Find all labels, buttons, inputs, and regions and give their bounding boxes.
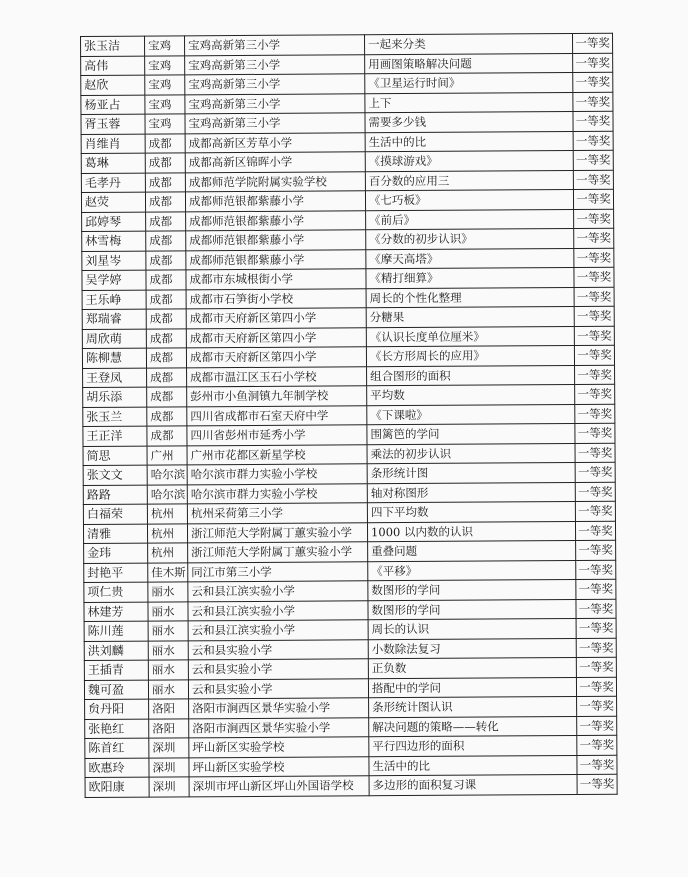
city-cell: 洛阳 xyxy=(149,718,189,738)
lesson-topic-cell: 《精打细算》 xyxy=(366,267,574,288)
teacher-name-cell: 欧惠玲 xyxy=(85,758,149,778)
school-cell: 云和县实验小学 xyxy=(188,659,368,680)
teacher-name-cell: 刘星岑 xyxy=(82,251,146,271)
teacher-name-cell: 胡乐添 xyxy=(83,387,147,407)
teacher-name-cell: 魏可盈 xyxy=(84,680,148,700)
award-level-cell: 一等奖 xyxy=(577,735,617,755)
teacher-name-cell: 清雅 xyxy=(83,524,147,544)
teacher-name-cell: 金玮 xyxy=(84,543,148,563)
teacher-name-cell: 葛琳 xyxy=(81,153,145,173)
teacher-name-cell: 洪刘麟 xyxy=(84,641,148,661)
school-cell: 成都师范学院附属实验学校 xyxy=(185,171,365,192)
award-level-cell: 一等奖 xyxy=(577,755,617,775)
city-cell: 丽水 xyxy=(148,679,188,699)
city-cell: 成都 xyxy=(145,192,185,212)
award-list-body xyxy=(81,33,618,797)
award-level-cell: 一等奖 xyxy=(573,189,613,209)
city-cell: 成都 xyxy=(147,387,187,407)
teacher-name-cell: 贠丹阳 xyxy=(85,699,149,719)
award-level-cell: 一等奖 xyxy=(577,716,617,736)
teacher-name-cell: 林雪梅 xyxy=(82,231,146,251)
lesson-topic-cell: 《平移》 xyxy=(368,560,576,581)
award-level-cell: 一等奖 xyxy=(575,521,615,541)
lesson-topic-cell: 生活中的比 xyxy=(369,755,577,776)
teacher-name-cell: 郑瑞睿 xyxy=(82,309,146,329)
city-cell: 杭州 xyxy=(147,523,187,543)
award-level-cell: 一等奖 xyxy=(575,482,615,502)
school-cell: 洛阳市涧西区景华实验小学 xyxy=(189,698,369,719)
school-cell: 四川省彭州市延秀小学 xyxy=(187,425,367,446)
award-level-cell: 一等奖 xyxy=(574,267,614,287)
teacher-name-cell: 张文文 xyxy=(83,465,147,485)
award-level-cell: 一等奖 xyxy=(575,404,615,424)
teacher-name-cell: 王登凤 xyxy=(83,368,147,388)
teacher-name-cell: 路路 xyxy=(83,485,147,505)
lesson-topic-cell: 《七巧板》 xyxy=(365,189,573,210)
teacher-name-cell: 白福荣 xyxy=(83,504,147,524)
award-level-cell: 一等奖 xyxy=(573,150,613,170)
city-cell: 成都 xyxy=(146,289,186,309)
lesson-topic-cell: 《认识长度单位厘米》 xyxy=(366,326,574,347)
lesson-topic-cell: 周长的个性化整理 xyxy=(366,287,574,308)
award-level-cell: 一等奖 xyxy=(574,287,614,307)
teacher-name-cell: 林建芳 xyxy=(84,602,148,622)
school-cell: 成都师范银都紫藤小学 xyxy=(185,191,365,212)
lesson-topic-cell: 用画图策略解决问题 xyxy=(365,53,573,74)
teacher-name-cell: 张艳红 xyxy=(85,719,149,739)
teacher-name-cell: 周欣萌 xyxy=(82,329,146,349)
city-cell: 洛阳 xyxy=(149,699,189,719)
school-cell: 成都市天府新区第四小学 xyxy=(186,347,366,368)
school-cell: 宝鸡高新第三小学 xyxy=(185,93,365,114)
lesson-topic-cell: 平均数 xyxy=(367,384,575,405)
lesson-topic-cell: 平行四边形的面积 xyxy=(369,735,577,756)
city-cell: 宝鸡 xyxy=(145,36,185,56)
city-cell: 哈尔滨 xyxy=(147,465,187,485)
city-cell: 杭州 xyxy=(148,543,188,563)
school-cell: 成都高新区芳草小学 xyxy=(185,132,365,153)
city-cell: 宝鸡 xyxy=(145,94,185,114)
lesson-topic-cell: 百分数的应用三 xyxy=(365,170,573,191)
school-cell: 深圳市坪山新区坪山外国语学校 xyxy=(189,776,369,797)
school-cell: 洛阳市涧西区景华实验小学 xyxy=(189,717,369,738)
lesson-topic-cell: 围篱笆的学问 xyxy=(367,423,575,444)
teacher-name-cell: 封艳平 xyxy=(84,563,148,583)
teacher-name-cell: 王乐峥 xyxy=(82,290,146,310)
lesson-topic-cell: 多边形的面积复习课 xyxy=(369,774,577,795)
award-level-cell: 一等奖 xyxy=(574,248,614,268)
school-cell: 成都师范银都紫藤小学 xyxy=(186,230,366,251)
school-cell: 坪山新区实验学校 xyxy=(189,756,369,777)
city-cell: 杭州 xyxy=(147,504,187,524)
school-cell: 宝鸡高新第三小学 xyxy=(185,113,365,134)
award-level-cell: 一等奖 xyxy=(573,111,613,131)
city-cell: 成都 xyxy=(145,172,185,192)
city-cell: 宝鸡 xyxy=(145,55,185,75)
lesson-topic-cell: 组合图形的面积 xyxy=(367,365,575,386)
teacher-name-cell: 肖维肖 xyxy=(81,134,145,154)
school-cell: 杭州采荷第三小学 xyxy=(187,503,367,524)
school-cell: 浙江师范大学附属丁蕙实验小学 xyxy=(188,542,368,563)
city-cell: 丽水 xyxy=(148,601,188,621)
school-cell: 成都师范银都紫藤小学 xyxy=(186,210,366,231)
award-level-cell: 一等奖 xyxy=(577,696,617,716)
lesson-topic-cell: 《前后》 xyxy=(366,209,574,230)
table-row xyxy=(85,774,617,797)
award-level-cell: 一等奖 xyxy=(574,345,614,365)
award-level-cell: 一等奖 xyxy=(575,443,615,463)
lesson-topic-cell: 搭配中的学问 xyxy=(368,677,576,698)
award-level-cell: 一等奖 xyxy=(576,657,616,677)
city-cell: 成都 xyxy=(147,406,187,426)
school-cell: 四川省成都市石室天府中学 xyxy=(187,405,367,426)
lesson-topic-cell: 生活中的比 xyxy=(365,131,573,152)
lesson-topic-cell: 正负数 xyxy=(368,657,576,678)
lesson-topic-cell: 解决问题的策略——转化 xyxy=(369,716,577,737)
school-cell: 成都市天府新区第四小学 xyxy=(186,327,366,348)
lesson-topic-cell: 《下课啦》 xyxy=(367,404,575,425)
city-cell: 宝鸡 xyxy=(145,75,185,95)
city-cell: 广州 xyxy=(147,445,187,465)
award-level-cell: 一等奖 xyxy=(576,638,616,658)
school-cell: 云和县实验小学 xyxy=(188,678,368,699)
city-cell: 成都 xyxy=(146,250,186,270)
school-cell: 宝鸡高新第三小学 xyxy=(185,35,365,56)
award-level-cell: 一等奖 xyxy=(576,540,616,560)
award-level-cell: 一等奖 xyxy=(575,462,615,482)
school-cell: 彭州市小鱼洞镇九年制学校 xyxy=(187,386,367,407)
award-level-cell: 一等奖 xyxy=(575,501,615,521)
school-cell: 云和县江滨实验小学 xyxy=(188,581,368,602)
teacher-name-cell: 杨亚占 xyxy=(81,95,145,115)
lesson-topic-cell: 《摸球游戏》 xyxy=(365,150,573,171)
lesson-topic-cell: 重叠问题 xyxy=(368,540,576,561)
lesson-topic-cell: 分糖果 xyxy=(366,306,574,327)
teacher-name-cell: 赵欣 xyxy=(81,75,145,95)
lesson-topic-cell: 需要多少钱 xyxy=(365,111,573,132)
school-cell: 哈尔滨市群力实验小学校 xyxy=(187,483,367,504)
school-cell: 成都市东城根街小学 xyxy=(186,269,366,290)
lesson-topic-cell: 乘法的初步认识 xyxy=(367,443,575,464)
school-cell: 坪山新区实验学校 xyxy=(189,737,369,758)
city-cell: 深圳 xyxy=(149,738,189,758)
award-level-cell: 一等奖 xyxy=(576,618,616,638)
lesson-topic-cell: 《卫星运行时间》 xyxy=(365,72,573,93)
city-cell: 成都 xyxy=(146,348,186,368)
lesson-topic-cell: 数图形的学问 xyxy=(368,579,576,600)
teacher-name-cell: 张玉兰 xyxy=(83,407,147,427)
award-level-cell: 一等奖 xyxy=(573,72,613,92)
award-level-cell: 一等奖 xyxy=(573,92,613,112)
city-cell: 丽水 xyxy=(148,621,188,641)
award-level-cell: 一等奖 xyxy=(575,384,615,404)
lesson-topic-cell: 上下 xyxy=(365,92,573,113)
teacher-name-cell: 陈首红 xyxy=(85,738,149,758)
city-cell: 成都 xyxy=(145,133,185,153)
lesson-topic-cell: 《分数的初步认识》 xyxy=(366,228,574,249)
award-level-cell: 一等奖 xyxy=(574,306,614,326)
teacher-name-cell: 欧阳康 xyxy=(85,777,149,797)
teacher-name-cell: 项仁贵 xyxy=(84,582,148,602)
city-cell: 成都 xyxy=(146,309,186,329)
city-cell: 深圳 xyxy=(149,757,189,777)
city-cell: 丽水 xyxy=(148,640,188,660)
award-level-cell: 一等奖 xyxy=(573,170,613,190)
award-level-cell: 一等奖 xyxy=(575,365,615,385)
school-cell: 云和县江滨实验小学 xyxy=(188,620,368,641)
city-cell: 成都 xyxy=(146,231,186,251)
school-cell: 成都市石笋街小学校 xyxy=(186,288,366,309)
teacher-name-cell: 张玉洁 xyxy=(81,36,145,56)
lesson-topic-cell: 条形统计图 xyxy=(367,462,575,483)
award-level-cell: 一等奖 xyxy=(577,774,617,794)
award-level-cell: 一等奖 xyxy=(576,599,616,619)
lesson-topic-cell: 条形统计图认识 xyxy=(369,696,577,717)
school-cell: 宝鸡高新第三小学 xyxy=(185,54,365,75)
school-cell: 同江市第三小学 xyxy=(188,561,368,582)
award-level-cell: 一等奖 xyxy=(574,209,614,229)
lesson-topic-cell: 数图形的学问 xyxy=(368,599,576,620)
school-cell: 成都市天府新区第四小学 xyxy=(186,308,366,329)
teacher-name-cell: 陈川莲 xyxy=(84,621,148,641)
teacher-name-cell: 简思 xyxy=(83,446,147,466)
teacher-name-cell: 王正洋 xyxy=(83,426,147,446)
lesson-topic-cell: 《长方形周长的应用》 xyxy=(366,345,574,366)
city-cell: 丽水 xyxy=(148,582,188,602)
school-cell: 成都师范银都紫藤小学 xyxy=(186,249,366,270)
teacher-name-cell: 赵荧 xyxy=(81,192,145,212)
teacher-name-cell: 毛孝丹 xyxy=(81,173,145,193)
award-level-cell: 一等奖 xyxy=(573,53,613,73)
city-cell: 深圳 xyxy=(149,777,189,797)
school-cell: 云和县实验小学 xyxy=(188,639,368,660)
city-cell: 丽水 xyxy=(148,660,188,680)
award-level-cell: 一等奖 xyxy=(573,131,613,151)
city-cell: 哈尔滨 xyxy=(147,484,187,504)
award-level-cell: 一等奖 xyxy=(572,33,612,53)
lesson-topic-cell: 周长的认识 xyxy=(368,618,576,639)
city-cell: 成都 xyxy=(145,153,185,173)
school-cell: 哈尔滨市群力实验小学校 xyxy=(187,464,367,485)
lesson-topic-cell: 小数除法复习 xyxy=(368,638,576,659)
city-cell: 成都 xyxy=(146,270,186,290)
lesson-topic-cell: 轴对称图形 xyxy=(367,482,575,503)
city-cell: 成都 xyxy=(146,328,186,348)
lesson-topic-cell: 《摩天高塔》 xyxy=(366,248,574,269)
school-cell: 广州市花都区新星学校 xyxy=(187,444,367,465)
lesson-topic-cell: 四下平均数 xyxy=(367,501,575,522)
teacher-name-cell: 陈柳慧 xyxy=(82,348,146,368)
award-level-cell: 一等奖 xyxy=(574,228,614,248)
lesson-topic-cell: 1000 以内数的认识 xyxy=(367,521,575,542)
teacher-name-cell: 吴学婷 xyxy=(82,270,146,290)
city-cell: 宝鸡 xyxy=(145,114,185,134)
teacher-name-cell: 王插青 xyxy=(84,660,148,680)
teacher-name-cell: 胥玉蓉 xyxy=(81,114,145,134)
school-cell: 宝鸡高新第三小学 xyxy=(185,74,365,95)
award-list-table xyxy=(80,33,618,798)
city-cell: 佳木斯 xyxy=(148,562,188,582)
city-cell: 成都 xyxy=(147,367,187,387)
school-cell: 成都高新区锦晖小学 xyxy=(185,152,365,173)
school-cell: 浙江师范大学附属丁蕙实验小学 xyxy=(187,522,367,543)
city-cell: 成都 xyxy=(146,211,186,231)
school-cell: 成都市温江区玉石小学校 xyxy=(187,366,367,387)
award-level-cell: 一等奖 xyxy=(575,423,615,443)
teacher-name-cell: 邱婷琴 xyxy=(82,212,146,232)
school-cell: 云和县江滨实验小学 xyxy=(188,600,368,621)
city-cell: 成都 xyxy=(147,426,187,446)
lesson-topic-cell: 一起来分类 xyxy=(364,33,572,54)
award-level-cell: 一等奖 xyxy=(574,326,614,346)
award-level-cell: 一等奖 xyxy=(576,560,616,580)
award-level-cell: 一等奖 xyxy=(576,579,616,599)
award-level-cell: 一等奖 xyxy=(576,677,616,697)
teacher-name-cell: 高伟 xyxy=(81,56,145,76)
